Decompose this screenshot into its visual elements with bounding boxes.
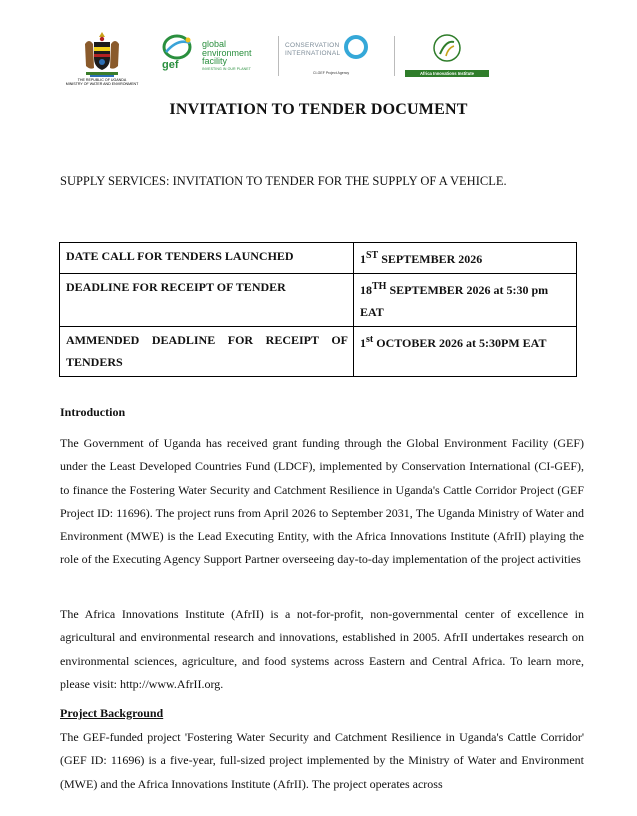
logo-divider <box>394 36 395 76</box>
table-row <box>60 243 577 274</box>
conservation-international-logo <box>285 34 385 76</box>
ci-line1: CONSERVATION <box>285 42 340 49</box>
table-cell-value <box>354 274 577 327</box>
gef-line2: environment <box>202 47 252 58</box>
uganda-caption-line1: THE REPUBLIC OF UGANDA <box>77 78 127 82</box>
gef-tagline: INVESTING IN OUR PLANET <box>202 66 251 71</box>
gef-line3: facility <box>202 56 228 66</box>
date-rest: OCTOBER 2026 at 5:30PM EAT <box>373 336 547 350</box>
document-title: INVITATION TO TENDER DOCUMENT <box>169 101 468 118</box>
uganda-coat-of-arms-logo <box>58 30 146 100</box>
coat-of-arms-icon <box>82 30 122 78</box>
date-rest: SEPTEMBER 2026 <box>378 252 483 266</box>
aii-emblem-icon <box>432 32 462 66</box>
introduction-heading: Introduction <box>60 405 126 419</box>
table-cell-label: DEADLINE FOR RECEIPT OF TENDER <box>60 274 354 327</box>
africa-innovations-institute-logo <box>405 30 489 78</box>
introduction-paragraph-2: The Africa Innovations Institute (AfrII) is a not-for-profit, non-governmental center of excellence in agricultural and environmental research and innovations, established in 2005. AfrII undertakes research on environmental sciences, agriculture, and food systems across Eastern and Central Africa. To learn more, please visit: http://www.AfrII.org. <box>60 607 584 691</box>
table-cell-value <box>354 243 577 274</box>
document-subtitle: SUPPLY SERVICES: INVITATION TO TENDER FOR THE SUPPLY OF A VEHICLE. <box>60 174 507 188</box>
logo-strip <box>0 0 637 100</box>
gef-line1: global <box>202 39 227 49</box>
date-suffix: TH <box>372 281 387 292</box>
date-day: 1 <box>360 252 366 266</box>
project-background-heading: Project Background <box>60 706 164 720</box>
table-row <box>60 274 577 327</box>
aii-caption: Africa Innovations Institute <box>405 70 489 77</box>
date-suffix: st <box>366 334 374 345</box>
logo-divider <box>278 36 279 76</box>
table-cell-value <box>354 327 577 377</box>
table-row <box>60 327 577 377</box>
date-day: 18 <box>360 283 372 297</box>
project-background-paragraph: The GEF-funded project 'Fostering Water Security and Catchment Resilience in Uganda's Cattle Corridor' (GEF ID: 11696) is a five-year, full-sized project implemented by the Ministry of Water and Environment (MWE) and the Africa Innovations Institute (AfrII). The project operates across <box>60 730 584 791</box>
table-cell-label: AMMENDED DEADLINE FOR RECEIPT OF TENDERS <box>60 327 354 377</box>
table-cell-label: DATE CALL FOR TENDERS LAUNCHED <box>60 243 354 274</box>
tender-dates-table <box>59 242 577 377</box>
date-day: 1 <box>360 336 366 350</box>
date-suffix: ST <box>366 250 379 261</box>
ci-line2: INTERNATIONAL <box>285 49 341 57</box>
date-rest: SEPTEMBER 2026 at 5:30 pm EAT <box>360 283 549 319</box>
gef-wordmark: gef <box>162 59 179 71</box>
ci-subtitle: CI-GEF Project Agency <box>313 71 350 75</box>
gef-logo <box>160 34 270 74</box>
introduction-paragraph-1: The Government of Uganda has received grant funding through the Global Environment Facility (GEF) under the Least Developed Countries Fund (LDCF), implemented by Conservation International (CI-GEF), to finance the Fostering Water Security and Catchment Resilience in Uganda's Cattle Corridor Project (GEF Project ID: 11696). The project runs from April 2026 to September 2031, The Uganda Ministry of Water and Environment (MWE) is the Lead Executing Entity, with the Africa Innovations Institute (AfrII) playing the role of the Executing Agency Support Partner overseeing day-to-day implementation of the project activities <box>60 436 584 567</box>
ci-name <box>285 42 340 57</box>
uganda-caption-line2: MINISTRY OF WATER AND ENVIRONMENT <box>65 82 139 87</box>
ci-ring-icon <box>343 34 369 60</box>
gef-name <box>202 40 252 72</box>
